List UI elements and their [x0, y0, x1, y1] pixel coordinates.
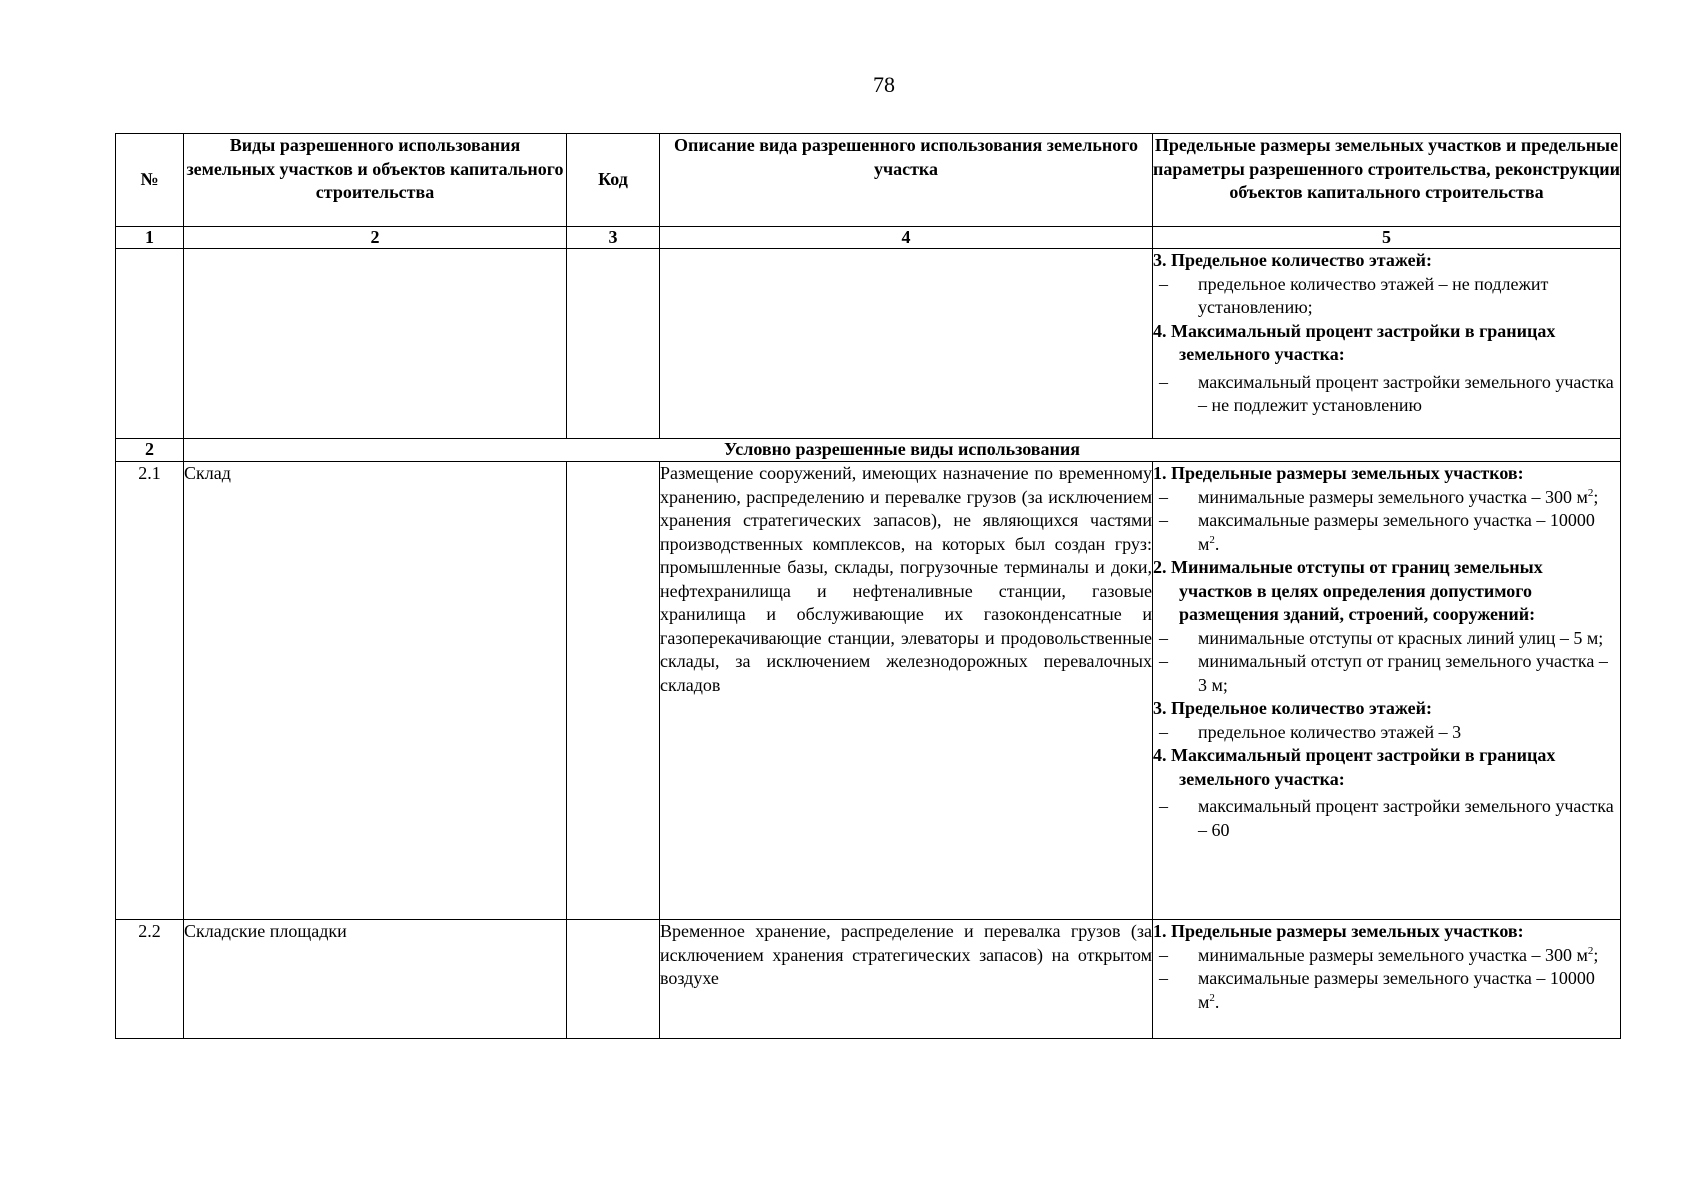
use-type-description: Размещение сооружений, имеющих назначение по временному хранению, распределению и перевалке грузов (за исключением хранения стратегических запасов), не являющихся частями производственных комплексов, на которых был создан груз: промышленные базы, склады, погрузочные терминалы и доки, нефтехранилища и нефтеналивные станции, газовые хранилища и обслуживающие их газоконденсатные и газоперекачивающие станции, элеваторы и продовольственные склады, за исключением железнодорожных перевалочных складов: [660, 462, 1153, 920]
header-no: №: [116, 134, 184, 227]
param-title: 4. Максимальный процент застройки в границах земельного участка:: [1153, 745, 1556, 789]
dash-marker: –: [1159, 510, 1168, 530]
header-description: Описание вида разрешенного использования земельного участка: [660, 134, 1153, 227]
use-type-name: Склад: [184, 462, 567, 920]
superscript: 2: [1587, 944, 1594, 957]
header-name: Виды разрешенного использования земельных участков и объектов капитального строительства: [184, 134, 567, 227]
param-title: 3. Предельное количество этажей:: [1153, 698, 1432, 718]
param-item: [1153, 650, 1620, 697]
param-item: [1153, 486, 1620, 510]
column-number: 4: [660, 227, 1153, 249]
param-item-text: предельное количество этажей – не подлежит установлению;: [1198, 273, 1549, 317]
params-cell: [1153, 920, 1621, 1039]
punctuation: .: [1214, 991, 1220, 1012]
cell-empty: [184, 249, 567, 439]
params-cell: [1153, 462, 1621, 920]
param-item-text: максимальные размеры земельного участка – 10000 м: [1198, 968, 1595, 1012]
dash-marker: –: [1159, 627, 1168, 648]
column-number-row: [116, 227, 1621, 249]
punctuation: .: [1214, 533, 1220, 554]
param-item-text: минимальные размеры земельного участка – 300 м: [1198, 486, 1588, 507]
row-number: 2.2: [116, 920, 184, 1039]
param-item: [1153, 273, 1620, 320]
param-item-text: максимальные размеры земельного участка – 10000 м: [1198, 510, 1595, 554]
cell-empty: [660, 249, 1153, 439]
use-type-code: [567, 462, 660, 920]
param-item-text: предельное количество этажей – 3: [1198, 721, 1462, 742]
column-number: 1: [116, 227, 184, 249]
section-title: Условно разрешенные виды использования: [184, 439, 1621, 462]
punctuation: ;: [1593, 944, 1599, 965]
superscript: 2: [1209, 991, 1215, 1004]
row-number: 2.1: [116, 462, 184, 920]
punctuation: ;: [1593, 486, 1599, 507]
param-item: [1153, 967, 1620, 1014]
superscript: 2: [1587, 486, 1594, 499]
table-row-continued: [116, 249, 1621, 439]
param-item: [1153, 627, 1620, 651]
param-item: [1153, 795, 1620, 842]
param-item-text: минимальные размеры земельного участка – 300 м: [1198, 944, 1588, 965]
dash-marker: –: [1159, 968, 1168, 988]
table-row: [116, 920, 1621, 1039]
dash-marker: –: [1159, 273, 1168, 294]
table-header-row: [116, 134, 1621, 227]
dash-marker: –: [1159, 944, 1168, 965]
param-item-text: максимальный процент застройки земельного участка – не подлежит установлению: [1198, 371, 1614, 415]
use-type-description: Временное хранение, распределение и перевалка грузов (за исключением хранения стратегических запасов) на открытом воздухе: [660, 920, 1153, 1039]
param-title: 3. Предельное количество этажей:: [1153, 250, 1432, 270]
param-title: 2. Минимальные отступы от границ земельных участков в целях определения допустимого размещения зданий, строений, сооружений:: [1153, 557, 1543, 624]
param-item: [1153, 371, 1620, 418]
column-number: 3: [567, 227, 660, 249]
dash-marker: –: [1159, 651, 1168, 671]
use-type-code: [567, 920, 660, 1039]
param-item: [1153, 944, 1620, 968]
cell-empty: [567, 249, 660, 439]
section-row: [116, 439, 1621, 462]
dash-marker: –: [1159, 371, 1168, 392]
param-item: [1153, 509, 1620, 556]
param-item-text: минимальный отступ от границ земельного участка – 3 м;: [1198, 651, 1608, 695]
param-item-text: минимальные отступы от красных линий улиц – 5 м;: [1198, 627, 1604, 648]
dash-marker: –: [1159, 486, 1168, 507]
cell-empty: [116, 249, 184, 439]
dash-marker: –: [1159, 721, 1168, 742]
page-number: 78: [873, 72, 895, 97]
param-item: [1153, 721, 1620, 745]
use-type-name: Складские площадки: [184, 920, 567, 1039]
param-item-text: максимальный процент застройки земельного участка – 60: [1198, 796, 1614, 840]
param-title: 4. Максимальный процент застройки в границах земельного участка:: [1153, 320, 1556, 364]
params-cell: [1153, 249, 1621, 439]
param-title: 1. Предельные размеры земельных участков:: [1153, 463, 1524, 483]
section-number: 2: [116, 439, 184, 462]
regulations-table: [115, 133, 1621, 1039]
param-title: 1. Предельные размеры земельных участков:: [1153, 921, 1524, 941]
table-row: [116, 462, 1621, 920]
superscript: 2: [1209, 533, 1215, 546]
column-number: 2: [184, 227, 567, 249]
dash-marker: –: [1159, 796, 1168, 816]
column-number: 5: [1153, 227, 1621, 249]
header-code: Код: [567, 134, 660, 227]
header-params: Предельные размеры земельных участков и предельные параметры разрешенного строительства, реконструкции объектов капитального строительства: [1153, 134, 1621, 227]
